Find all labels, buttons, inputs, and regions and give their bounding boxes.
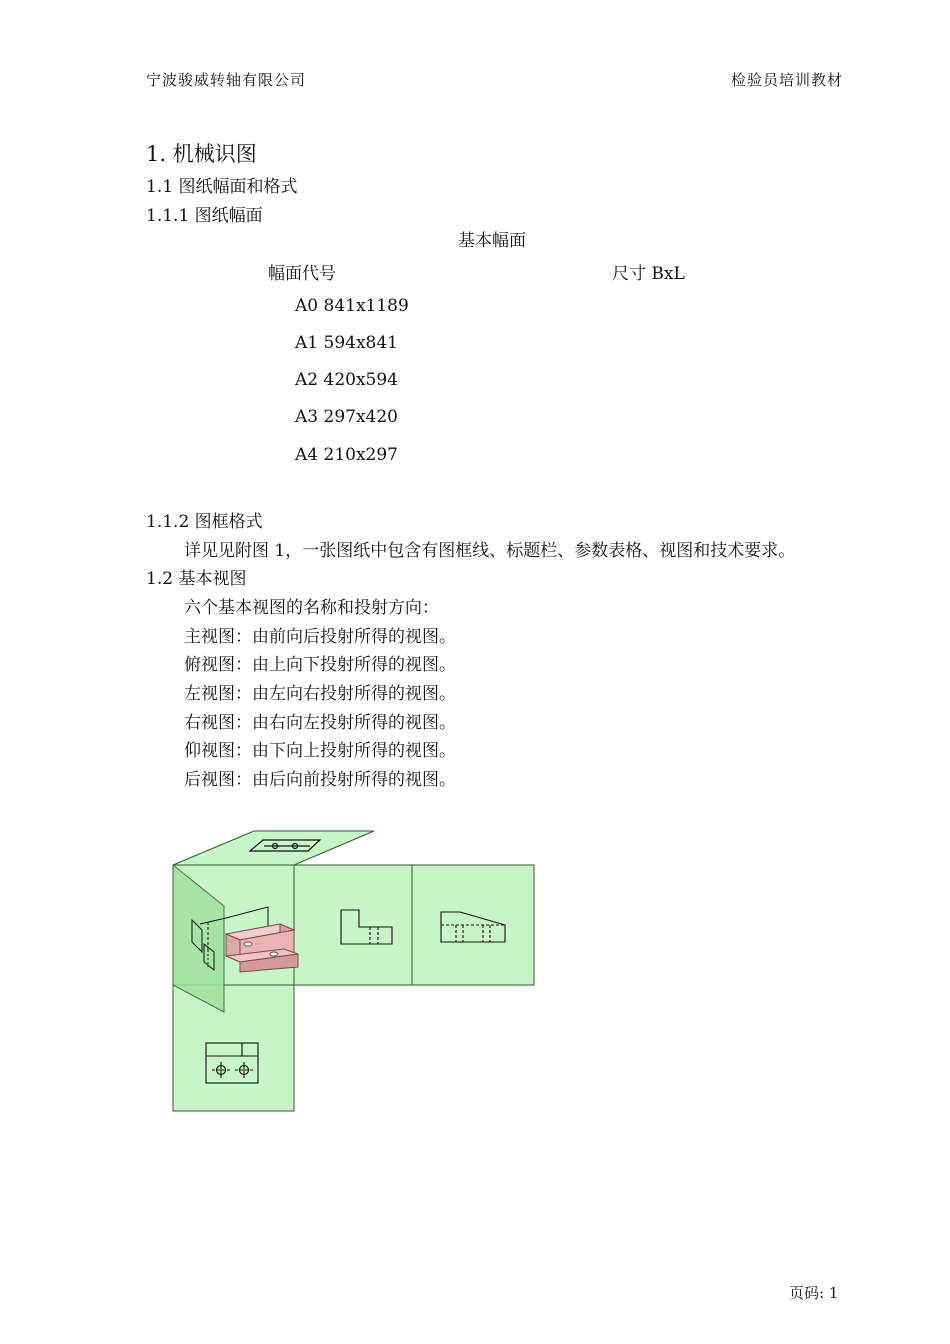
- table-row: A3 297x420: [295, 407, 398, 427]
- table-header-code: 幅面代号: [268, 264, 336, 284]
- projection-box-figure: [160, 822, 550, 1122]
- view-item: 右视图：由右向左投射所得的视图。: [184, 713, 456, 733]
- view-item: 俯视图：由上向下投射所得的视图。: [184, 655, 456, 675]
- table-row: A0 841x1189: [295, 296, 409, 316]
- table-caption: 基本幅面: [458, 231, 526, 251]
- view-item: 后视图：由后向前投射所得的视图。: [184, 770, 456, 790]
- section-1-1-2-title: 1.1.2 图框格式: [146, 512, 263, 532]
- section-1-title: 1. 机械识图: [146, 142, 257, 166]
- view-item: 仰视图：由下向上投射所得的视图。: [184, 741, 456, 761]
- section-1-1-1-title: 1.1.1 图纸幅面: [146, 206, 263, 226]
- table-header-size: 尺寸 BxL: [612, 264, 685, 284]
- table-row: A4 210x297: [295, 445, 398, 465]
- table-row: A1 594x841: [295, 333, 398, 353]
- view-item: 主视图：由前向后投射所得的视图。: [184, 627, 456, 647]
- header-doc-name: 检验员培训教材: [731, 71, 844, 89]
- section-1-1-title: 1.1 图纸幅面和格式: [146, 177, 298, 197]
- views-intro: 六个基本视图的名称和投射方向：: [184, 598, 439, 618]
- left-view-panel: [294, 865, 412, 985]
- view-item: 左视图：由左向右投射所得的视图。: [184, 684, 456, 704]
- bottom-view-panel: [173, 985, 294, 1111]
- section-1-2-title: 1.2 基本视图: [146, 569, 247, 589]
- header-company: 宁波骏威转轴有限公司: [146, 71, 307, 89]
- page-number: 页码: 1: [789, 1284, 839, 1302]
- frame-format-text: 详见见附图 1，一张图纸中包含有图框线、标题栏、参数表格、视图和技术要求。: [184, 541, 796, 561]
- table-row: A2 420x594: [295, 370, 398, 390]
